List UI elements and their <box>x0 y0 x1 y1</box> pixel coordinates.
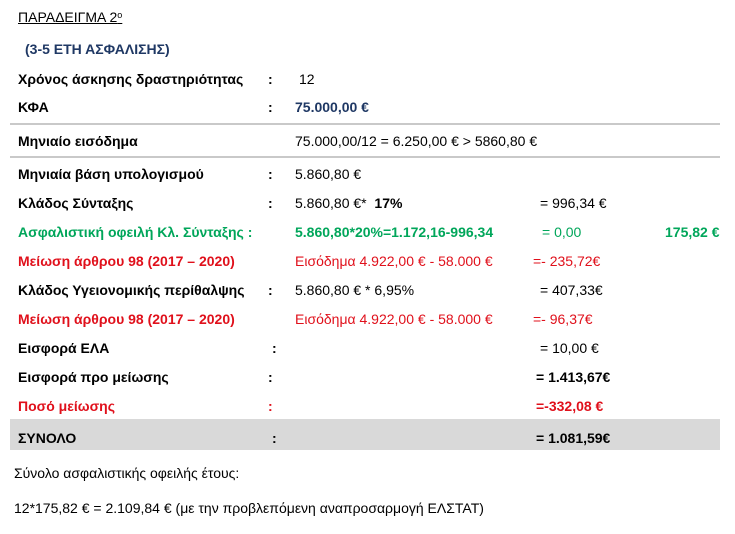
colon: : <box>268 99 273 115</box>
pension-rate: 17% <box>374 195 403 211</box>
label-monthly-income: Μηνιαίο εισόδημα <box>18 133 138 149</box>
colon: : <box>268 166 273 182</box>
result-insurance-debt: = 0,00 <box>542 224 582 240</box>
label-reduction-pension: Μείωση άρθρου 98 (2017 – 2020) <box>18 253 235 269</box>
result-reduction-pension: =- 235,72€ <box>533 253 601 269</box>
colon: : <box>272 430 277 446</box>
result-reduction-health: =- 96,37€ <box>533 311 593 327</box>
divider <box>10 123 720 125</box>
result-pre-reduction: = 1.413,67€ <box>536 369 611 385</box>
label-total: ΣΥΝΟΛΟ <box>18 430 77 446</box>
label-health: Κλάδος Υγειονομικής περίθαλψης <box>18 282 245 298</box>
colon: : <box>268 71 273 87</box>
colon: : <box>268 195 273 211</box>
divider <box>10 156 720 158</box>
page-subtitle: (3-5 ΕΤΗ ΑΣΦΑΛΙΣΗΣ) <box>25 41 170 57</box>
value-health: 5.860,80 € * 6,95% <box>295 282 415 298</box>
label-kfa: ΚΦΑ <box>18 99 49 115</box>
label-base: Μηνιαία βάση υπολογισμού <box>18 166 204 182</box>
footer-summary-calc: 12*175,82 € = 2.109,84 € (με την προβλεπόμενη αναπροσαρμογή ΕΛΣΤΑΤ) <box>14 500 484 516</box>
result-health: = 407,33€ <box>540 282 603 298</box>
colon: : <box>272 340 277 356</box>
value-monthly-income: 75.000,00/12 = 6.250,00 € > 5860,80 € <box>295 133 538 149</box>
value-insurance-debt: 5.860,80*20%=1.172,16-996,34 <box>295 224 494 240</box>
result-total: = 1.081,59€ <box>536 430 611 446</box>
value-reduction-health: Εισόδημα 4.922,00 € - 58.000 € <box>295 311 493 327</box>
total-row <box>10 419 720 450</box>
result-pension: = 996,34 € <box>540 195 607 211</box>
label-years: Χρόνος άσκησης δραστηριότητας <box>18 71 244 87</box>
annual-debt-amount: 175,82 € <box>665 224 720 240</box>
value-kfa: 75.000,00 € <box>295 99 369 115</box>
value-pension: 5.860,80 €* 17% <box>295 195 403 211</box>
label-reduction-amount: Ποσό μείωσης <box>18 398 116 414</box>
value-reduction-pension: Εισόδημα 4.922,00 € - 58.000 € <box>295 253 493 269</box>
label-reduction-health: Μείωση άρθρου 98 (2017 – 2020) <box>18 311 235 327</box>
page-title: ΠΑΡΑΔΕΙΓΜΑ $2^o$ <box>18 9 123 25</box>
label-pre-reduction: Εισφορά προ μείωσης <box>18 369 169 385</box>
label-ela: Εισφορά ΕΛΑ <box>18 340 110 356</box>
value-years: 12 <box>299 71 315 87</box>
label-insurance-debt: Ασφαλιστική οφειλή Κλ. Σύνταξης : <box>18 224 253 240</box>
colon: : <box>268 282 273 298</box>
result-ela: = 10,00 € <box>540 340 599 356</box>
result-reduction-amount: =-332,08 € <box>536 398 604 414</box>
footer-summary-label: Σύνολο ασφαλιστικής οφειλής έτους: <box>14 465 240 481</box>
colon: : <box>268 398 273 414</box>
label-pension: Κλάδος Σύνταξης <box>18 195 134 211</box>
colon: : <box>268 369 273 385</box>
value-base: 5.860,80 € <box>295 166 362 182</box>
